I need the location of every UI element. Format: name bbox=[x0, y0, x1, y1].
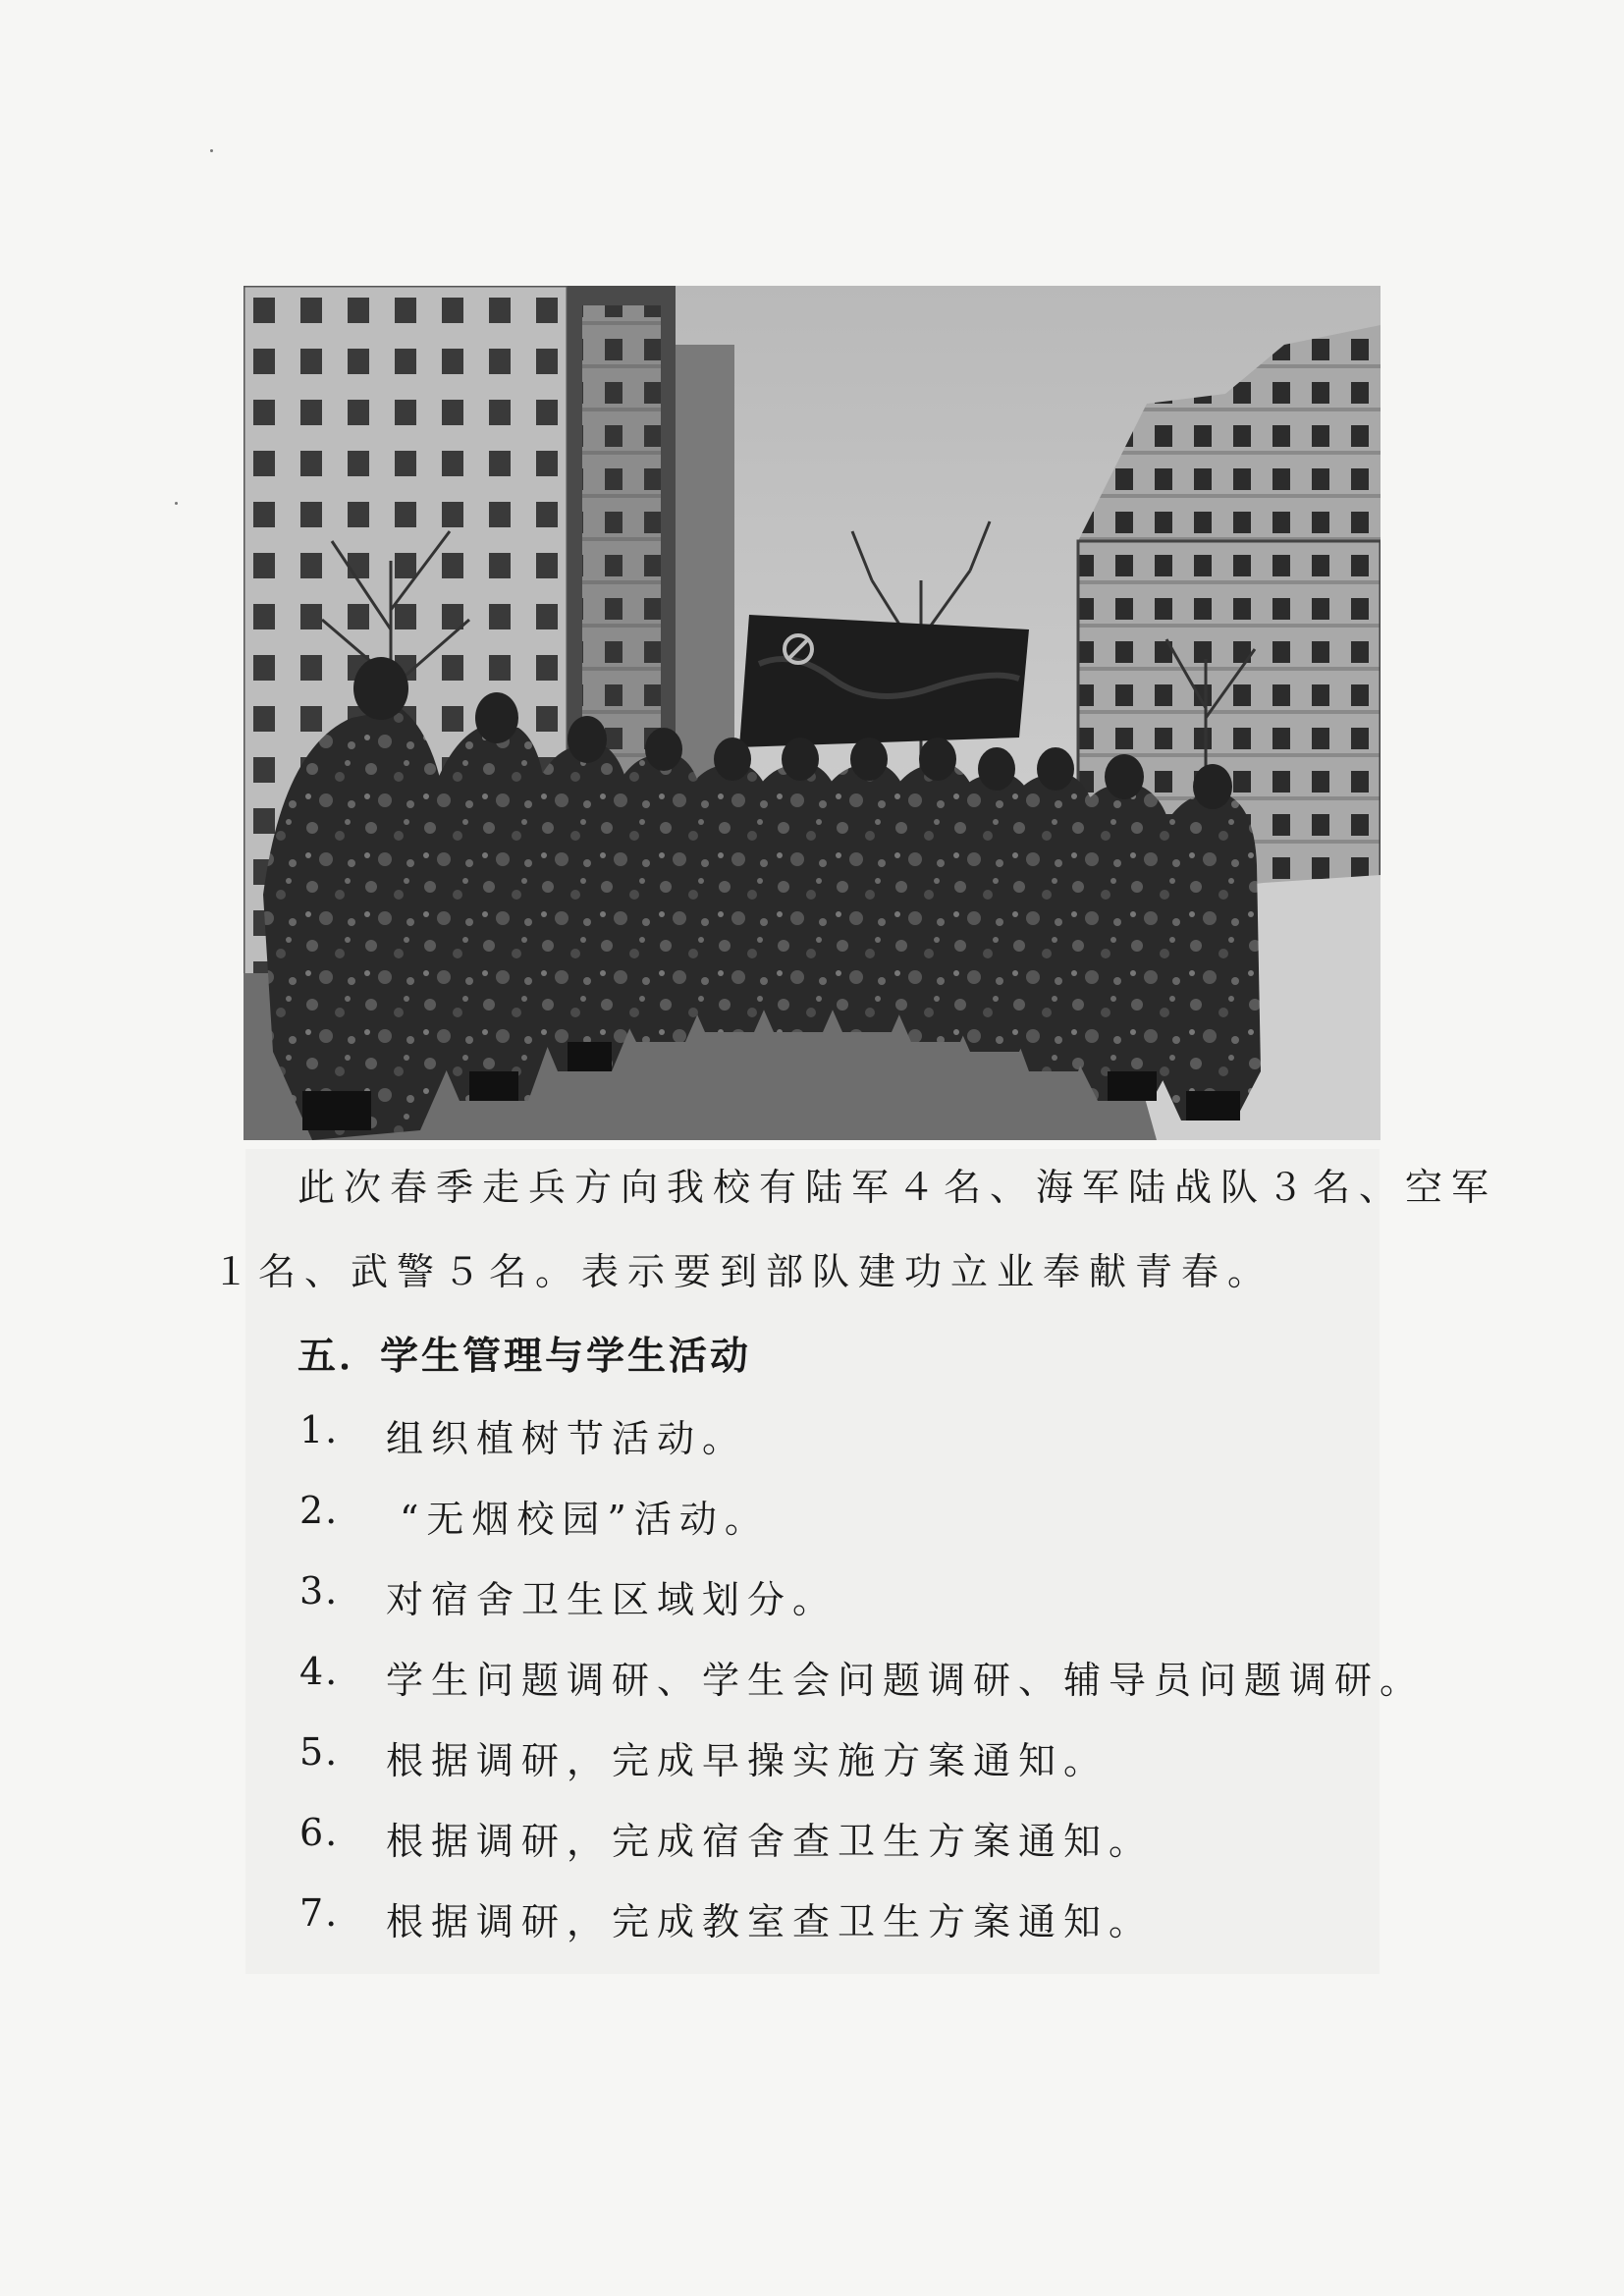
list-item bbox=[299, 1891, 1425, 1972]
list-item bbox=[299, 1489, 1425, 1569]
group-photo bbox=[244, 286, 1380, 1140]
list-item-number: 3. bbox=[299, 1569, 340, 1613]
list-item-text: “无烟校园”活动。 bbox=[400, 1498, 770, 1541]
paragraph-line-1: 此次春季走兵方向我校有陆军４名、海军陆战队３名、空军 bbox=[298, 1166, 1498, 1209]
activity-list bbox=[299, 1408, 1425, 1972]
scan-speck bbox=[210, 149, 213, 152]
list-item bbox=[299, 1569, 1425, 1650]
list-item-number: 6. bbox=[299, 1811, 340, 1854]
scan-speck bbox=[175, 502, 178, 505]
list-item-number: 2. bbox=[299, 1489, 340, 1532]
list-item bbox=[299, 1650, 1425, 1730]
list-item-number: 5. bbox=[299, 1730, 340, 1774]
list-item-text: 根据调研，完成宿舍查卫生方案通知。 bbox=[386, 1820, 1155, 1863]
paragraph-line-2: １名、武警５名。表示要到部队建功立业奉献青春。 bbox=[212, 1250, 1274, 1293]
list-item-text: 学生问题调研、学生会问题调研、辅导员问题调研。 bbox=[386, 1659, 1426, 1702]
list-item bbox=[299, 1408, 1425, 1489]
list-item-text: 根据调研，完成教室查卫生方案通知。 bbox=[386, 1900, 1155, 1943]
list-item bbox=[299, 1811, 1425, 1891]
list-item-number: 1. bbox=[299, 1408, 340, 1451]
list-item-text: 对宿舍卫生区域划分。 bbox=[386, 1578, 839, 1621]
list-item-text: 根据调研，完成早操实施方案通知。 bbox=[386, 1739, 1110, 1782]
list-item-number: 4. bbox=[299, 1650, 340, 1693]
section-heading: 五．学生管理与学生活动 bbox=[298, 1335, 752, 1379]
group-photo-svg bbox=[244, 286, 1380, 1140]
list-item-number: 7. bbox=[299, 1891, 340, 1935]
list-item-text: 组织植树节活动。 bbox=[386, 1417, 748, 1460]
list-item bbox=[299, 1730, 1425, 1811]
